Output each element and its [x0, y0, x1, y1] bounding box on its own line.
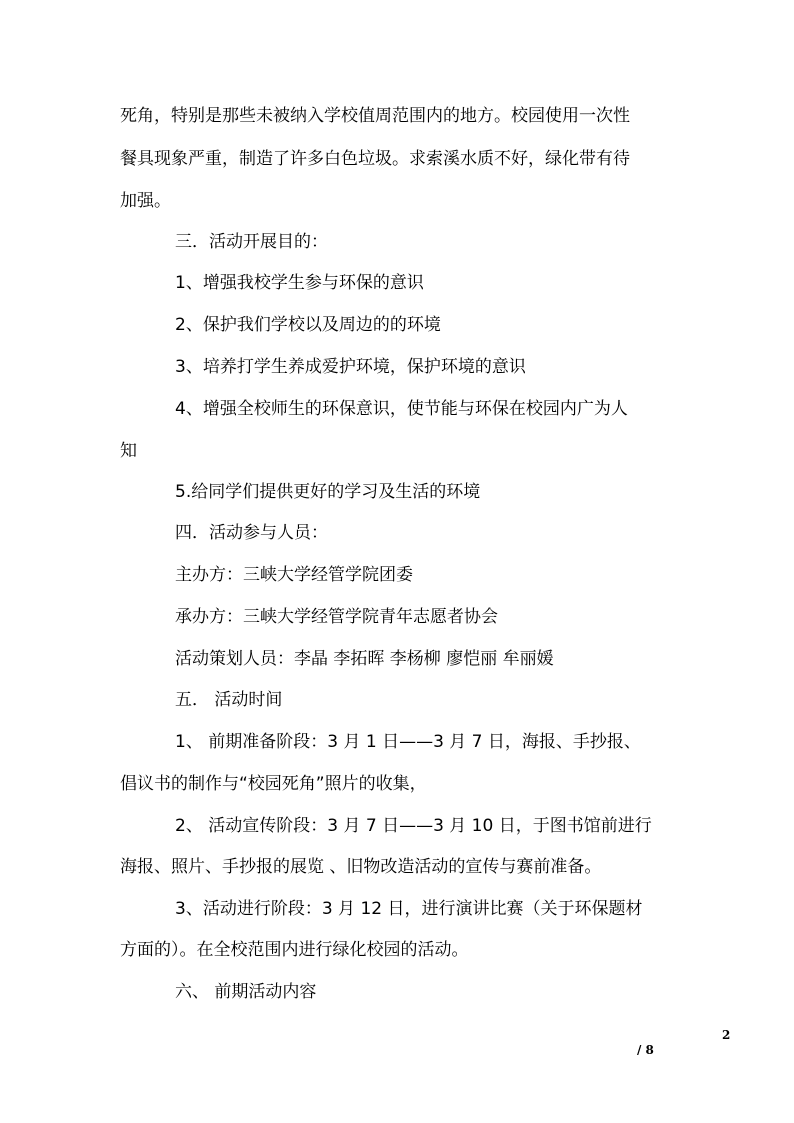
- section-heading: 三．活动开展目的：: [175, 232, 328, 252]
- section-heading: 六、 前期活动内容: [175, 982, 317, 1002]
- paragraph-line: 主办方：三峡大学经管学院团委: [175, 565, 413, 585]
- paragraph-line: 加强。: [120, 191, 171, 211]
- list-item-continuation: 方面的）。在全校范围内进行绿化校园的活动。: [120, 940, 469, 960]
- paragraph-line: 承办方：三峡大学经管学院青年志愿者协会: [175, 607, 498, 627]
- list-item: 3、培养打学生养成爱护环境，保护环境的意识: [175, 357, 526, 377]
- list-item: 1、 前期准备阶段：3 月 1 日——3 月 7 日，海报、手抄报、: [175, 732, 641, 752]
- list-item-continuation: 海报、照片、手抄报的展览 、旧物改造活动的宣传与赛前准备。: [120, 857, 602, 877]
- list-item-continuation: 倡议书的制作与“校园死角”照片的收集，: [120, 774, 427, 794]
- list-item: 1、增强我校学生参与环保的意识: [175, 273, 424, 293]
- list-item: 2、 活动宣传阶段：3 月 7 日——3 月 10 日，于图书馆前进行: [175, 816, 652, 836]
- page-total: / 8: [637, 1043, 654, 1057]
- list-item: 2、保护我们学校以及周边的的环境: [175, 315, 441, 335]
- section-heading: 五． 活动时间: [175, 690, 283, 710]
- list-item: 5.给同学们提供更好的学习及生活的环境: [175, 482, 481, 502]
- list-item: 4、增强全校师生的环保意识，使节能与环保在校园内广为人: [175, 399, 628, 419]
- page-number: 2: [722, 1028, 731, 1042]
- paragraph-line: 活动策划人员：李晶 李拓晖 李杨柳 廖恺丽 牟丽媛: [175, 649, 554, 669]
- list-item-continuation: 知: [120, 441, 137, 461]
- paragraph-line: 餐具现象严重，制造了许多白色垃圾。求索溪水质不好，绿化带有待: [120, 149, 630, 169]
- paragraph-line: 死角，特别是那些未被纳入学校值周范围内的地方。校园使用一次性: [120, 106, 630, 126]
- list-item: 3、活动进行阶段：3 月 12 日，进行演讲比赛（关于环保题材: [175, 899, 643, 919]
- section-heading: 四．活动参与人员：: [175, 523, 328, 543]
